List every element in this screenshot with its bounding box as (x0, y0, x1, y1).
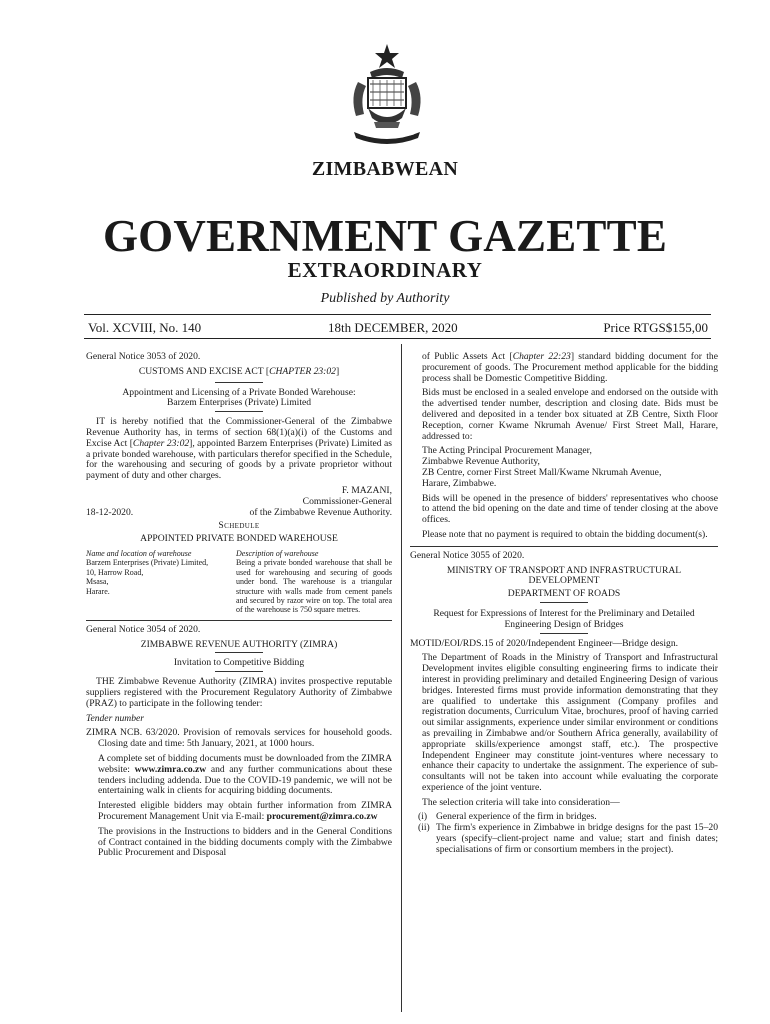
signature-date: 18-12-2020. (86, 506, 134, 518)
notice-separator (410, 546, 718, 547)
issue-date: 18th DECEMBER, 2020 (328, 320, 458, 335)
zimra-website-link: www.zimra.co.zw (134, 763, 207, 775)
tender-label: Tender number (86, 712, 145, 724)
short-rule (215, 671, 263, 672)
signatory-title: Commissioner-General (302, 495, 392, 507)
schedule-cell: Barzem Enterprises (Private) Limited, (86, 558, 209, 568)
issue-volume: Vol. XCVIII, No. 140 (88, 320, 202, 335)
issue-price: Price RTGS$155,00 (603, 320, 708, 335)
address-line: The Acting Principal Procurement Manager, (422, 445, 592, 457)
address-line: Harare, Zimbabwe. (422, 477, 497, 489)
schedule-col-header: Name and location of warehouse (86, 548, 192, 558)
notice-org: ZIMBABWE REVENUE AUTHORITY (ZIMRA) (140, 638, 338, 650)
notice-heading-line2: Barzem Enterprises (Private) Limited (166, 397, 312, 409)
gazette-country: ZIMBABWEAN (311, 158, 459, 180)
act-heading: CUSTOMS AND EXCISE ACT [CHAPTER 23:02] (138, 365, 340, 377)
notice-body: The Department of Roads in the Ministry of Transport and Infrastructural Development invites eligible consulting engineering firms to indicate their interest in providing preliminary and detailed Engineering Design of various bridges. Interested firms must provide information demonstrating that they are qualified to undertake this assignment (Company profiles and registration documents, Curriculum Vitae, brochures, proof of having carried out similar assignments, experience under similar environment or conditions as prevailing in Zimbabwe and/or Southern Africa generally, availability of appropriate skills/experience amongst staff, etc.). The prospective Independent Engineer may constitute joint-ventures where necessary to enhance their capacity to undertake the assignment. The experience of sub-consultants will not be taken into account while evaluating the corporate experience of the joint venture. (422, 652, 718, 793)
notice-body: Interested eligible bidders may obtain further information from ZIMRA Procurement Management Unit via E-mail: procurement@zimra.co.zw (98, 800, 392, 822)
schedule-title: APPOINTED PRIVATE BONDED WAREHOUSE (140, 533, 338, 545)
address-line: Zimbabwe Revenue Authority, (422, 456, 540, 468)
signature-row (86, 508, 392, 519)
list-item: (i) General experience of the firm in bridges. (418, 811, 597, 823)
short-rule (215, 411, 263, 412)
masthead-rule-top (84, 314, 711, 315)
coat-of-arms-emblem (340, 42, 434, 152)
short-rule (215, 652, 263, 653)
signatory-org: of the Zimbabwe Revenue Authority. (249, 506, 392, 518)
ministry-heading: MINISTRY OF TRANSPORT AND INFRASTRUCTURAL DEVELOPMENT (446, 564, 682, 587)
published-by: Published by Authority (320, 291, 450, 306)
notice-heading: Request for Expressions of Interest for the Preliminary and Detailed Engineering Design of Bridges (433, 607, 695, 630)
notice-body: IT is hereby notified that the Commissioner-General of the Zimbabwe Revenue Authority has, in terms of section 68(1)(a)(i) of the Customs and Excise Act [Chapter 23:02], appointed Barzem Enterprises (Private) Limited as a private bonded warehouse, with particulars therefor specified in the Schedule, for the warehousing and securing of goods by a private proprietor without payment of duty and other charges. (86, 416, 392, 482)
schedule-cell: Msasa, (86, 577, 109, 587)
criteria-intro: The selection criteria will take into consideration— (422, 796, 620, 808)
masthead-rule-bottom (84, 338, 711, 339)
schedule-cell: Being a private bonded warehouse that shall be used for warehousing and securing of goods under bond. The warehouse is a triangular structure with walls made from cement panels and secured by razor wire on top. The total area of the warehouse is 750 square metres. (236, 558, 392, 615)
notice-heading: Appointment and Licensing of a Private Bonded Warehouse: (122, 386, 356, 398)
notice-body: Bids will be opened in the presence of bidders' representatives who choose to attend the bid opening on the date and time of tender closing at the above offices. (422, 492, 718, 526)
address-block (410, 446, 718, 489)
department-heading: DEPARTMENT OF ROADS (507, 588, 621, 600)
tender-item: ZIMRA NCB. 63/2020. Provision of removals services for household goods. Closing date and time: 5th January, 2021, at 1000 hours. (86, 727, 392, 750)
procurement-email-link: procurement@zimra.co.zw (266, 810, 378, 822)
schedule-col-header: Description of warehouse (236, 548, 319, 558)
notice-number: General Notice 3055 of 2020. (410, 549, 525, 561)
notice-heading: Invitation to Competitive Bidding (173, 657, 305, 669)
schedule-label: Schedule (218, 520, 260, 532)
masthead (0, 0, 770, 340)
notice-body: of Public Assets Act [Chapter 22:23] standard bidding document for the procurement of goods. The Procurement method applicable for the bidding process shall be Domestic Competitive Bidding. (422, 351, 718, 384)
schedule-col-description (236, 549, 392, 615)
notice-body: The provisions in the Instructions to bidders and in the General Conditions of Contract contained in the bidding documents comply with the Zimbabwe Public Procurement and Disposal (98, 825, 392, 859)
signatory-name: F. MAZANI, (341, 484, 392, 496)
schedule-cell: 10, Harrow Road, (86, 567, 144, 577)
notice-body: Bids must be enclosed in a sealed envelope and endorsed on the outside with the advertised tender number, description and closing date. Bids must be delivered and deposited in a tender box situated at ZB Centre, Sixth Floor Reception, corner Kwame Nkrumah Avenue/ First Street Mall, Harare, addressed to: (422, 387, 718, 442)
notice-separator (86, 620, 392, 621)
notice-body: THE Zimbabwe Revenue Authority (ZIMRA) invites prospective reputable suppliers registered with the Procurement Regulatory Authority of Zimbabwe (PRAZ) to participate in the following tender: (86, 676, 392, 709)
notice-number: General Notice 3053 of 2020. (86, 351, 201, 362)
right-column (410, 352, 718, 856)
gazette-subtitle: EXTRAORDINARY (287, 258, 483, 282)
schedule-table (86, 549, 392, 615)
address-line: ZB Centre, corner First Street Mall/Kwame Nkrumah Avenue, (422, 466, 662, 478)
short-rule (215, 382, 263, 383)
list-item: (ii) The firm's experience in Zimbabwe in bridge designs for the past 15–20 years (specify–client-project name and value; start and finish dates; specialisations of firm or consortium members in the project). (418, 822, 718, 855)
short-rule (540, 602, 588, 603)
schedule-col-name (86, 549, 226, 615)
reference-line: MOTID/EOI/RDS.15 of 2020/Independent Engineer—Bridge design. (410, 637, 679, 649)
notice-number: General Notice 3054 of 2020. (86, 623, 201, 635)
column-divider (401, 344, 402, 1012)
gazette-title: GOVERNMENT GAZETTE (102, 211, 668, 261)
schedule-cell: Harare. (86, 586, 110, 596)
notice-body: Please note that no payment is required to obtain the bidding document(s). (422, 528, 708, 540)
short-rule (540, 633, 588, 634)
notice-body: A complete set of bidding documents must be downloaded from the ZIMRA website: www.zimra.co.zw and any further communications about these tenders including addenda. Due to the COVID-19 pandemic, we will not be entertaining walk in clients for acquiring bidding documents. (98, 752, 392, 797)
left-column (86, 352, 392, 863)
